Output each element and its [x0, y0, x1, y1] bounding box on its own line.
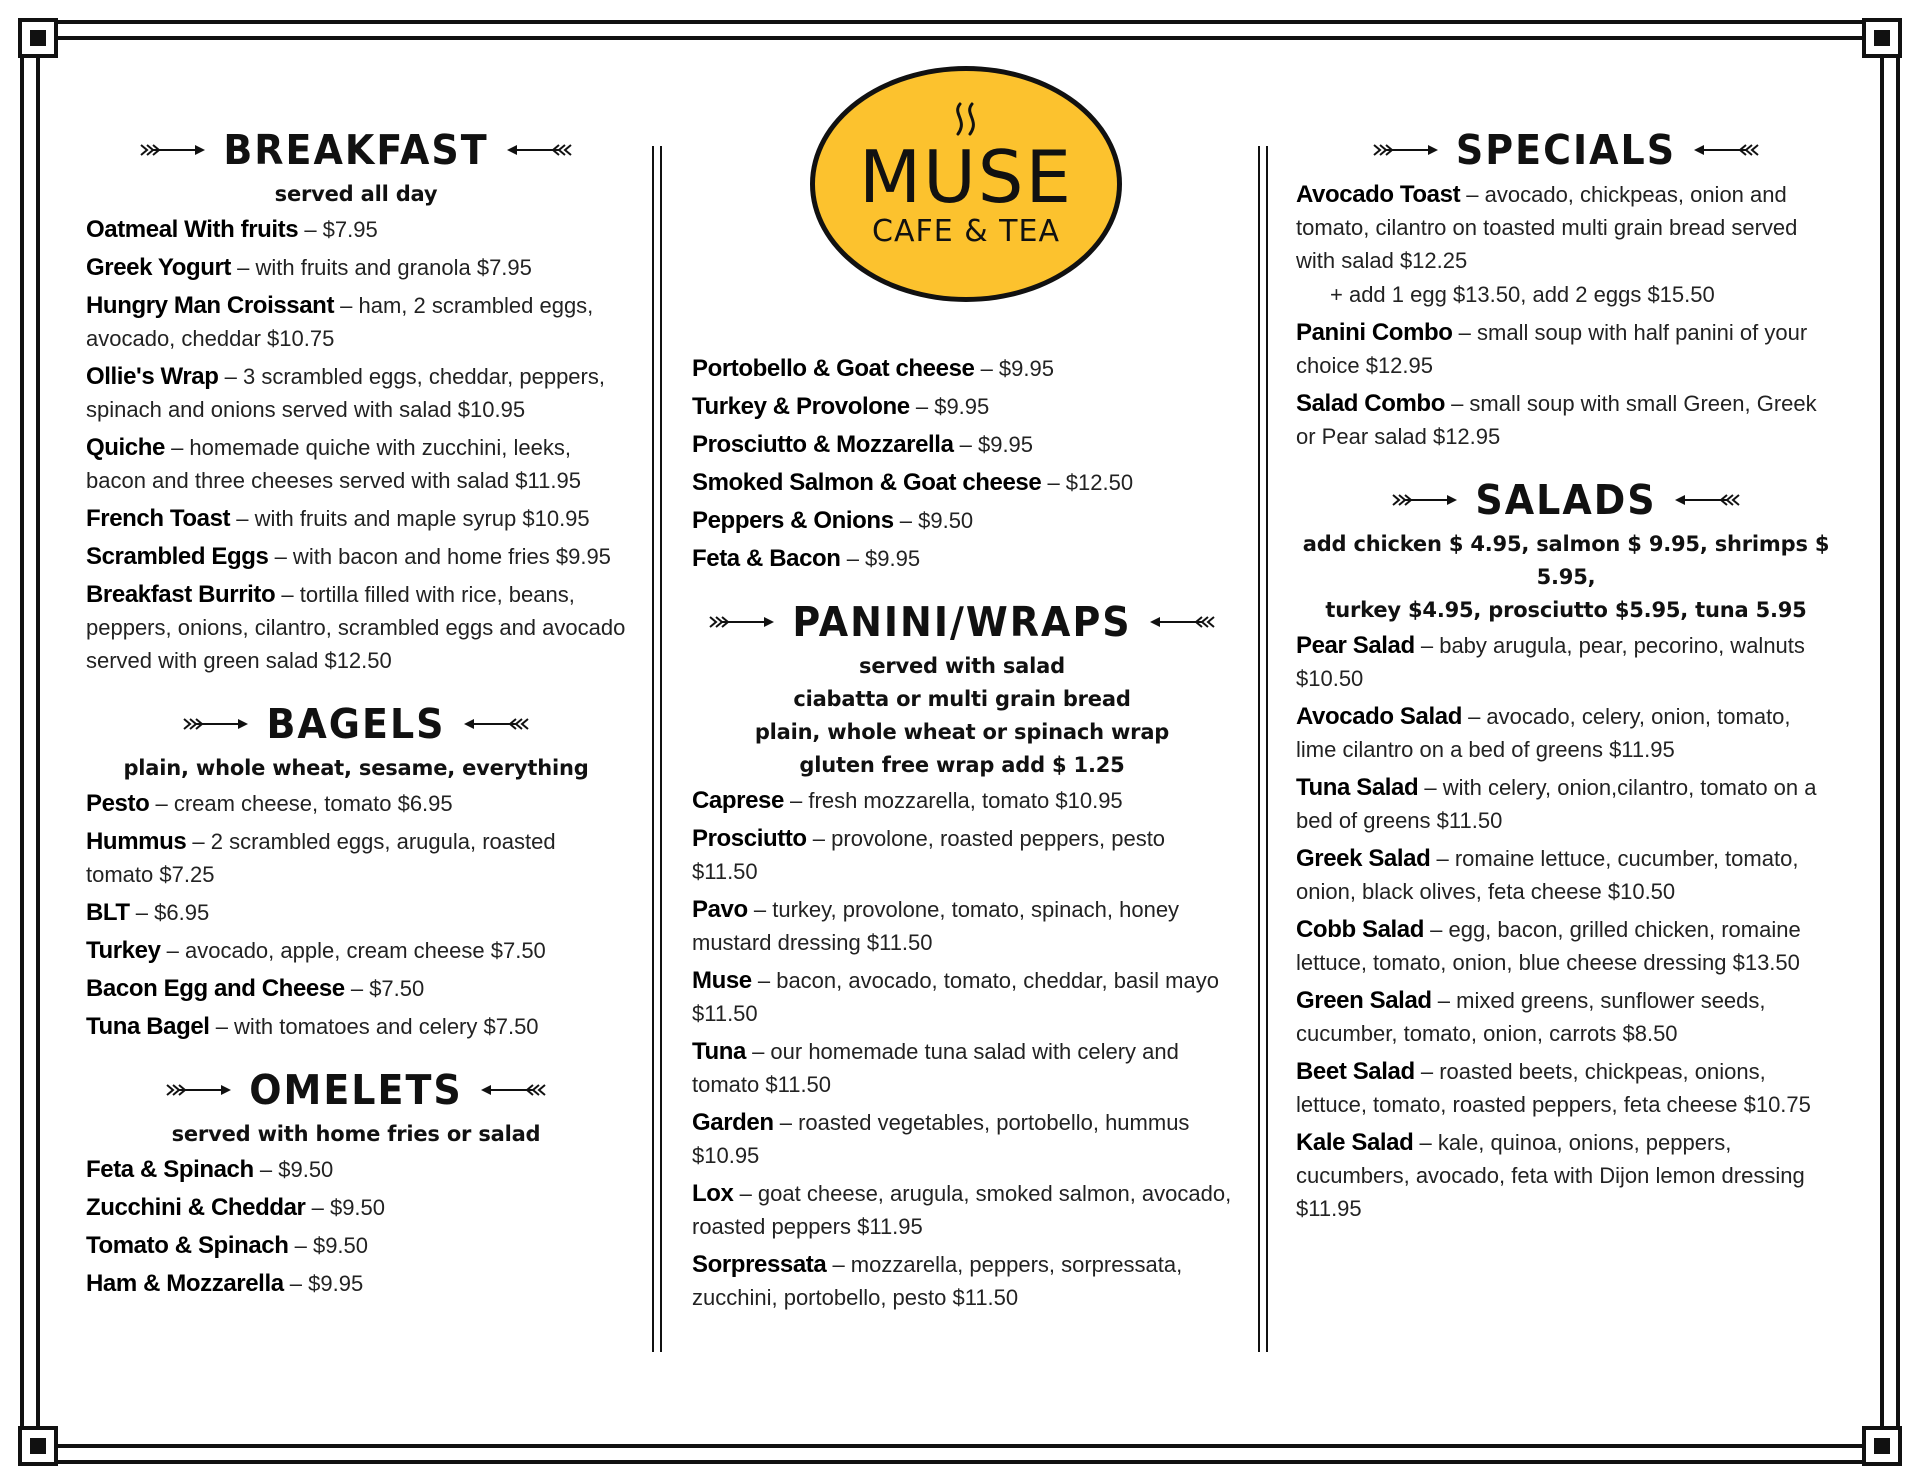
item-desc: – fresh mozzarella, tomato $10.95: [783, 788, 1123, 813]
menu-item: [86, 431, 626, 497]
arrow-right-icon: [182, 716, 252, 732]
item-name: Tomato & Spinach: [86, 1232, 289, 1259]
menu-item: [692, 466, 1232, 499]
menu-item: [1296, 1055, 1836, 1121]
item-name: Quiche: [86, 434, 165, 461]
menu-column-left: [86, 122, 626, 1305]
item-desc: – mozzarella, peppers, sorpressata, zucchini, portobello, pesto $11.50: [692, 1252, 1183, 1310]
item-name: Hungry Man Croissant: [86, 292, 335, 319]
item-desc: – baby arugula, pear, pecorino, walnuts $10.50: [1296, 633, 1805, 691]
arrow-left-icon: [477, 1082, 547, 1098]
item-name: Pavo: [692, 896, 748, 923]
breakfast-header: [86, 122, 626, 178]
menu-item: [86, 1229, 626, 1262]
item-name: Avocado Salad: [1296, 703, 1462, 730]
omelets-header: [86, 1062, 626, 1118]
item-desc: – with fruits and maple syrup $10.95: [230, 506, 590, 531]
item-name: Ollie's Wrap: [86, 363, 219, 390]
arrow-left-icon: [1146, 614, 1216, 630]
menu-item: [86, 360, 626, 426]
menu-item: [86, 1010, 626, 1043]
salads-note-2: turkey $4.95, prosciutto $5.95, tuna 5.95: [1325, 598, 1807, 622]
breakfast-item-list: [86, 213, 626, 677]
menu-item: [1296, 842, 1836, 908]
item-desc: – $7.95: [298, 217, 378, 242]
item-name: Salad Combo: [1296, 390, 1445, 417]
item-name: Greek Salad: [1296, 845, 1431, 872]
item-name: Peppers & Onions: [692, 507, 894, 534]
salads-header: [1296, 472, 1836, 528]
item-desc: – with celery, onion,cilantro, tomato on a bed of greens $11.50: [1296, 775, 1817, 833]
item-desc: – avocado, celery, onion, tomato, lime cilantro on a bed of greens $11.95: [1296, 704, 1791, 762]
item-name: Ham & Mozzarella: [86, 1270, 284, 1297]
item-name: Turkey: [86, 937, 161, 964]
arrow-left-icon: [1671, 492, 1741, 508]
arrow-left-icon: [460, 716, 530, 732]
item-desc: – $9.95: [283, 1271, 364, 1296]
item-desc: – $9.95: [909, 394, 990, 419]
bagels-item-list: [86, 787, 626, 1043]
menu-item: [1296, 700, 1836, 766]
specials-addon: + add 1 egg $13.50, add 2 eggs $15.50: [1330, 282, 1715, 307]
arrow-right-icon: [165, 1082, 235, 1098]
item-desc: – small soup with small Green, Greek or Pear salad $12.95: [1296, 391, 1817, 449]
item-desc: – $12.50: [1041, 470, 1134, 495]
menu-item: [692, 1106, 1232, 1172]
item-name: Sorpressata: [692, 1251, 827, 1278]
item-desc: – bacon, avocado, tomato, cheddar, basil mayo $11.50: [692, 968, 1219, 1026]
menu-item: [86, 578, 626, 677]
item-desc: – $9.50: [288, 1233, 369, 1258]
panini-note-2: ciabatta or multi grain bread: [793, 687, 1131, 711]
item-name: Breakfast Burrito: [86, 581, 276, 608]
section-title-breakfast: BREAKFAST: [223, 126, 489, 174]
item-desc: – avocado, chickpeas, onion and tomato, cilantro on toasted multi grain bread served with salad $12.25: [1296, 182, 1798, 273]
menu-item: [692, 822, 1232, 888]
menu-item: [692, 1248, 1232, 1314]
item-desc: – with fruits and granola $7.95: [231, 255, 532, 280]
item-desc: – $9.50: [253, 1157, 334, 1182]
item-name: Smoked Salmon & Goat cheese: [692, 469, 1042, 496]
menu-item: [692, 1035, 1232, 1101]
panini-note-3: plain, whole wheat or spinach wrap: [754, 720, 1170, 744]
menu-item: [1296, 913, 1836, 979]
menu-item: [1296, 387, 1836, 453]
menu-item: [692, 542, 1232, 575]
item-desc: – $9.50: [305, 1195, 386, 1220]
item-desc: – 3 scrambled eggs, cheddar, peppers, spinach and onions served with salad $10.95: [86, 364, 605, 422]
item-name: Cobb Salad: [1296, 916, 1425, 943]
item-desc: – our homemade tuna salad with celery and tomato $11.50: [692, 1039, 1179, 1097]
item-desc: – $9.50: [893, 508, 974, 533]
item-desc: – roasted vegetables, portobello, hummus $10.95: [692, 1110, 1190, 1168]
item-name: Zucchini & Cheddar: [86, 1194, 306, 1221]
cafe-logo: [810, 66, 1122, 302]
salads-item-list: [1296, 629, 1836, 1225]
item-desc: – with bacon and home fries $9.95: [268, 544, 611, 569]
menu-item: [86, 787, 626, 820]
item-desc: – small soup with half panini of your choice $12.95: [1296, 320, 1808, 378]
column-divider-left: [652, 146, 662, 1352]
logo-wordmark: MUSE: [858, 135, 1073, 219]
corner-ornament-bottom-left: [18, 1426, 58, 1466]
section-title-panini: PANINI/WRAPS: [792, 598, 1132, 646]
omelets-note: served with home fries or salad: [171, 1122, 541, 1146]
menu-item: [692, 1177, 1232, 1243]
item-desc: – ham, 2 scrambled eggs, avocado, cheddar $10.75: [86, 293, 594, 351]
item-desc: – mixed greens, sunflower seeds, cucumber, tomato, onion, carrots $8.50: [1296, 988, 1766, 1046]
item-name: Scrambled Eggs: [86, 543, 269, 570]
item-desc: – cream cheese, tomato $6.95: [149, 791, 453, 816]
item-name: Beet Salad: [1296, 1058, 1415, 1085]
arrow-right-icon: [708, 614, 778, 630]
item-desc: – romaine lettuce, cucumber, tomato, onion, black olives, feta cheese $10.50: [1296, 846, 1799, 904]
arrow-right-icon: [1391, 492, 1461, 508]
item-name: Garden: [692, 1109, 774, 1136]
menu-item: [692, 964, 1232, 1030]
menu-item: [86, 289, 626, 355]
menu-item: [1296, 178, 1836, 277]
item-name: Caprese: [692, 787, 784, 814]
item-name: BLT: [86, 899, 130, 926]
item-name: Turkey & Provolone: [692, 393, 910, 420]
item-desc: – goat cheese, arugula, smoked salmon, avocado, roasted peppers $11.95: [692, 1181, 1232, 1239]
item-name: Feta & Spinach: [86, 1156, 254, 1183]
item-desc: – $9.95: [974, 356, 1054, 381]
menu-item: [1296, 771, 1836, 837]
menu-item: [692, 893, 1232, 959]
item-name: Panini Combo: [1296, 319, 1453, 346]
item-name: French Toast: [86, 505, 231, 532]
omelets-continued-item-list: [692, 352, 1232, 575]
item-desc: – $6.95: [129, 900, 210, 925]
item-name: Muse: [692, 967, 752, 994]
menu-item: [692, 784, 1232, 817]
item-name: Pesto: [86, 790, 150, 817]
item-desc: – with tomatoes and celery $7.50: [209, 1014, 539, 1039]
item-name: Tuna Salad: [1296, 774, 1419, 801]
menu-item: [1296, 316, 1836, 382]
section-title-salads: SALADS: [1475, 476, 1657, 524]
item-desc: – $7.50: [344, 976, 425, 1001]
logo-subtitle: CAFE & TEA: [872, 214, 1060, 249]
item-name: Avocado Toast: [1296, 181, 1461, 208]
menu-item: [86, 1267, 626, 1300]
specials-header: [1296, 122, 1836, 178]
section-title-bagels: BAGELS: [266, 700, 446, 748]
item-desc: – kale, quinoa, onions, peppers, cucumbers, avocado, feta with Dijon lemon dressing $11.95: [1296, 1130, 1805, 1221]
item-name: Tuna: [692, 1038, 746, 1065]
menu-item: [692, 390, 1232, 423]
panini-note-1: served with salad: [859, 654, 1065, 678]
corner-ornament-bottom-right: [1862, 1426, 1902, 1466]
item-name: Portobello & Goat cheese: [692, 355, 975, 382]
item-desc: – 2 scrambled eggs, arugula, roasted tomato $7.25: [86, 829, 556, 887]
arrow-right-icon: [1372, 142, 1442, 158]
arrow-right-icon: [139, 142, 209, 158]
arrow-left-icon: [503, 142, 573, 158]
menu-item: [692, 352, 1232, 385]
item-name: Oatmeal With fruits: [86, 216, 299, 243]
menu-column-middle: [692, 352, 1232, 1319]
item-desc: – provolone, roasted peppers, pesto $11.50: [692, 826, 1166, 884]
item-name: Greek Yogurt: [86, 254, 232, 281]
item-desc: – roasted beets, chickpeas, onions, lettuce, tomato, roasted peppers, feta cheese $10.75: [1296, 1059, 1811, 1117]
menu-item: [86, 502, 626, 535]
menu-item: [86, 213, 626, 246]
corner-ornament-top-right: [1862, 18, 1902, 58]
item-name: Prosciutto & Mozzarella: [692, 431, 954, 458]
menu-item: [86, 825, 626, 891]
panini-note-4: gluten free wrap add $ 1.25: [799, 753, 1125, 777]
column-divider-right: [1258, 146, 1268, 1352]
item-name: Prosciutto: [692, 825, 807, 852]
item-name: Kale Salad: [1296, 1129, 1414, 1156]
menu-item: [86, 540, 626, 573]
section-title-specials: SPECIALS: [1455, 126, 1677, 174]
item-name: Pear Salad: [1296, 632, 1415, 659]
arrow-left-icon: [1690, 142, 1760, 158]
omelets-item-list: [86, 1153, 626, 1300]
bagels-header: [86, 696, 626, 752]
menu-item: [86, 251, 626, 284]
item-desc: – $9.95: [840, 546, 921, 571]
menu-item: [86, 934, 626, 967]
item-name: Green Salad: [1296, 987, 1432, 1014]
item-desc: – tortilla filled with rice, beans, peppers, onions, cilantro, scrambled eggs and avocado served with green salad $12.50: [86, 582, 626, 673]
panini-header: [692, 594, 1232, 650]
item-name: Feta & Bacon: [692, 545, 841, 572]
item-name: Bacon Egg and Cheese: [86, 975, 345, 1002]
item-desc: – homemade quiche with zucchini, leeks, bacon and three cheeses served with salad $11.95: [86, 435, 581, 493]
item-name: Hummus: [86, 828, 187, 855]
menu-item: [692, 504, 1232, 537]
salads-note-1: add chicken $ 4.95, salmon $ 9.95, shrimps $ 5.95,: [1302, 532, 1830, 589]
menu-item: [86, 972, 626, 1005]
menu-column-right: [1296, 122, 1836, 1230]
menu-item: [1296, 984, 1836, 1050]
corner-ornament-top-left: [18, 18, 58, 58]
menu-item: [86, 1191, 626, 1224]
item-name: Lox: [692, 1180, 734, 1207]
item-desc: – turkey, provolone, tomato, spinach, honey mustard dressing $11.50: [692, 897, 1180, 955]
section-title-omelets: OMELETS: [249, 1066, 463, 1114]
menu-item: [1296, 1126, 1836, 1225]
item-desc: – egg, bacon, grilled chicken, romaine lettuce, tomato, onion, blue cheese dressing $13.50: [1296, 917, 1801, 975]
item-desc: – avocado, apple, cream cheese $7.50: [160, 938, 546, 963]
menu-item: [86, 1153, 626, 1186]
menu-item: [692, 428, 1232, 461]
menu-item: [1296, 629, 1836, 695]
panini-item-list: [692, 784, 1232, 1314]
item-name: Tuna Bagel: [86, 1013, 210, 1040]
menu-item: [86, 896, 626, 929]
breakfast-note: served all day: [274, 182, 438, 206]
bagels-note: plain, whole wheat, sesame, everything: [123, 756, 589, 780]
item-desc: – $9.95: [953, 432, 1034, 457]
